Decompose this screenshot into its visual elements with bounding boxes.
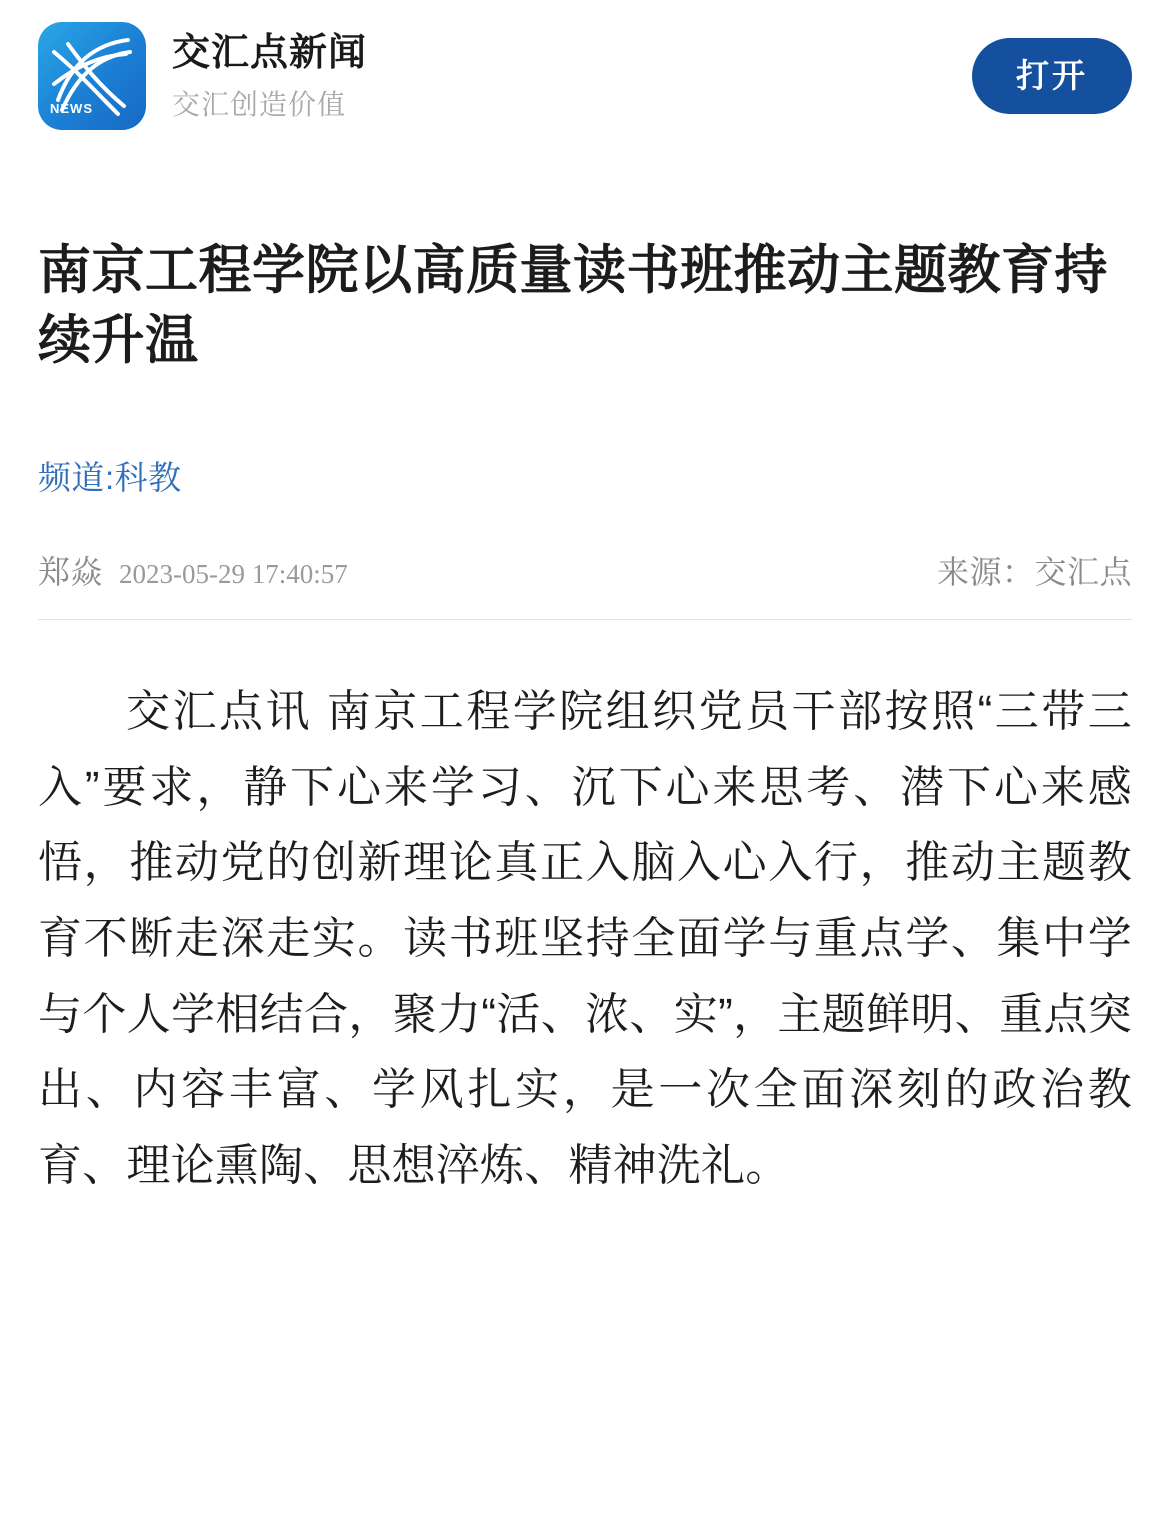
app-promo-bar [0,0,1170,150]
article-channel-link[interactable]: 频道:科教 [38,458,182,496]
article-datetime: 2023-05-29 17:40:57 [119,558,348,589]
app-logo-icon [38,22,146,130]
app-name: 交汇点新闻 [172,32,368,75]
article-container [0,236,1170,1244]
byline-left-group [38,547,348,593]
article-paragraph: 交汇点讯 南京工程学院组织党员干部按照“三带三入”要求，静下心来学习、沉下心来思考、潜下心来感悟，推动党的创新理论真正入脑入心入行，推动主题教育不断走深走实。读书班坚持全面学与重点学、集中学与个人学相结合，聚力“活、浓、实”，主题鲜明、重点突出、内容丰富、学风扎实，是一次全面深刻的政治教育、理论熏陶、思想淬炼、精神洗礼。 [38,686,1132,1190]
article-headline: 南京工程学院以高质量读书班推动主题教育持续升温 [38,241,1108,370]
app-slogan: 交汇创造价值 [172,88,347,120]
header-divider [38,619,1132,620]
article-source: 来源：交汇点 [936,553,1132,590]
article-byline [38,547,1132,619]
article-author: 郑焱 [38,553,104,590]
app-info [172,30,972,121]
open-app-button[interactable]: 打开 [972,38,1132,114]
app-logo-badge-label: NEWS [50,101,93,116]
